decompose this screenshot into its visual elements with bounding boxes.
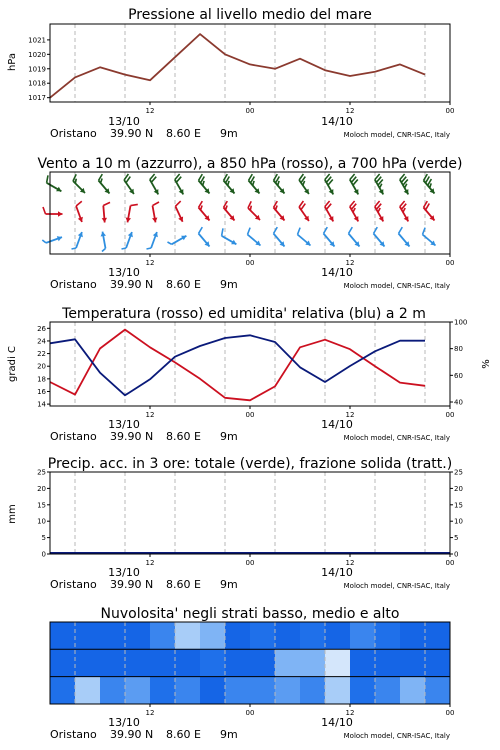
cloud-cell-0-4 <box>150 622 175 649</box>
precipitation-credit: Moloch model, CNR-ISAC, Italy <box>343 582 450 590</box>
wind-x-ticks <box>146 254 455 267</box>
y-tick-label-1: 16 <box>37 387 46 396</box>
x-tick-label-0: 12 <box>145 107 155 115</box>
cloud-cell-0-5 <box>175 622 200 649</box>
cloud-cell-0-13 <box>375 622 400 649</box>
cloud-cell-2-4 <box>150 677 175 704</box>
wind-barb-1-3 <box>126 204 138 222</box>
cloud-cell-1-5 <box>175 649 200 676</box>
x-tick-label-0: 12 <box>145 709 155 717</box>
y-tick-label-4: 22 <box>37 350 46 359</box>
cloud-cell-1-11 <box>325 649 350 676</box>
cloud-cell-2-5 <box>175 677 200 704</box>
pressure-station: Oristano <box>50 127 97 140</box>
cloud-cell-0-12 <box>350 622 375 649</box>
pressure-credit: Moloch model, CNR-ISAC, Italy <box>343 131 450 139</box>
y-tick-label-2: 10 <box>37 517 46 526</box>
wind-credit: Moloch model, CNR-ISAC, Italy <box>343 282 450 290</box>
y-right-tick-label-4: 20 <box>454 484 463 493</box>
precipitation-date-2: 14/10 <box>321 566 353 579</box>
barb-feather <box>101 179 103 183</box>
barb-feather <box>349 227 353 233</box>
cloud-credit: Moloch model, CNR-ISAC, Italy <box>343 732 450 740</box>
pressure-elev: 9m <box>220 127 238 140</box>
cloud-cell-1-12 <box>350 649 375 676</box>
pressure-x-ticks <box>146 102 455 115</box>
pressure-frame <box>50 24 450 102</box>
cloud-cell-1-10 <box>300 649 325 676</box>
precipitation-lat: 39.90 N <box>110 578 154 591</box>
cloud-cell-1-2 <box>100 649 125 676</box>
cloud-cell-0-3 <box>125 622 150 649</box>
wind-barb-0-9 <box>274 174 285 193</box>
wind-barbs <box>42 174 435 252</box>
pressure-lon: 8.60 E <box>166 127 201 140</box>
cloud-cell-1-7 <box>225 649 250 676</box>
barb-feather <box>303 181 305 185</box>
barb-feather <box>250 206 251 211</box>
barb-feather <box>153 202 160 206</box>
wind-title: Vento a 10 m (azzurro), a 850 hPa (rosso), a 700 hPa (verde) <box>37 156 463 172</box>
barb-feather <box>378 208 380 212</box>
y-tick-label-2: 18 <box>37 375 46 384</box>
wind-station: Oristano <box>50 278 97 291</box>
humidity-y-ticks <box>450 319 467 407</box>
wind-barb-1-5 <box>175 201 183 222</box>
cloud-station: Oristano <box>50 728 97 741</box>
cloud-cell-2-0 <box>50 677 75 704</box>
barb-feather <box>199 227 203 233</box>
wind-barb-1-14 <box>400 201 409 221</box>
barb-feather <box>168 242 172 244</box>
pressure-date-2: 14/10 <box>321 115 353 128</box>
wind-barb-0-7 <box>224 174 235 193</box>
precipitation-grid <box>75 472 425 554</box>
cloud-cell-1-1 <box>75 649 100 676</box>
cloud-cell-2-1 <box>75 677 100 704</box>
barb-feather <box>248 228 251 235</box>
wind-barb-0-0 <box>47 175 62 191</box>
wind-barb-0-11 <box>325 174 334 194</box>
wind-barb-2-15 <box>423 228 436 246</box>
y-tick-label-5: 24 <box>37 337 46 346</box>
temperature-panel <box>7 306 492 443</box>
y-right-tick-label-2: 80 <box>454 345 463 354</box>
wind-barb-0-4 <box>150 174 159 194</box>
temperature-date-2: 14/10 <box>321 418 353 431</box>
temperature-y-ticks <box>37 325 50 409</box>
pressure-ylabel: hPa <box>7 52 18 72</box>
x-tick-label-1: 00 <box>245 709 255 717</box>
pressure-grid <box>75 24 425 102</box>
barb-feather <box>201 206 203 210</box>
cloud-cell-2-3 <box>125 677 150 704</box>
cloud-cell-2-7 <box>225 677 250 704</box>
wind-barb-0-14 <box>400 174 409 194</box>
y-tick-label-1: 1018 <box>28 79 46 88</box>
y-right-tick-label-0: 40 <box>454 398 463 407</box>
y-right-tick-label-2: 10 <box>454 517 463 526</box>
temperature-ylabel: gradi C <box>7 346 18 382</box>
barb-feather <box>102 248 106 251</box>
cloud-cell-2-13 <box>375 677 400 704</box>
x-tick-label-1: 00 <box>245 411 255 419</box>
wind-barb-0-1 <box>73 174 85 193</box>
x-tick-label-0: 12 <box>145 259 155 267</box>
temperature-station: Oristano <box>50 430 97 443</box>
x-tick-label-3: 00 <box>445 411 455 419</box>
cloud-date-2: 14/10 <box>321 716 353 729</box>
wind-barb-1-2 <box>102 202 110 222</box>
precipitation-lon: 8.60 E <box>166 578 201 591</box>
barb-feather <box>47 175 48 182</box>
barb-feather <box>42 240 46 243</box>
cloud-cell-0-6 <box>200 622 225 649</box>
wind-barb-1-0 <box>43 207 63 217</box>
precipitation-elev: 9m <box>220 578 238 591</box>
precipitation-x-ticks <box>146 554 455 567</box>
barb-feather <box>298 228 301 235</box>
cloud-cell-2-9 <box>275 677 300 704</box>
wind-barb-1-13 <box>375 201 384 221</box>
cloud-x-ticks <box>146 704 455 717</box>
x-tick-label-2: 12 <box>345 559 355 567</box>
cloud-cell-0-10 <box>300 622 325 649</box>
pressure-y-ticks <box>28 36 50 102</box>
wind-date-1: 13/10 <box>108 266 140 279</box>
x-tick-label-3: 00 <box>445 709 455 717</box>
wind-barb-0-8 <box>249 174 260 193</box>
y-tick-label-4: 1021 <box>28 36 46 45</box>
wind-barb-1-6 <box>199 201 210 220</box>
temperature-date-1: 13/10 <box>108 418 140 431</box>
temperature-series-line <box>50 330 425 401</box>
wind-frame <box>50 172 450 254</box>
wind-barb-0-15 <box>424 174 435 193</box>
wind-barb-0-3 <box>124 174 134 194</box>
wind-barb-2-3 <box>122 232 133 249</box>
x-tick-label-2: 12 <box>345 259 355 267</box>
cloud-lon: 8.60 E <box>166 728 201 741</box>
barb-feather <box>405 184 407 188</box>
cloud-cell-2-14 <box>400 677 425 704</box>
cloud-date-1: 13/10 <box>108 716 140 729</box>
cloud-cell-0-2 <box>100 622 125 649</box>
barb-feather <box>278 181 279 186</box>
barb-feather <box>122 248 127 249</box>
cloud-cell-1-6 <box>200 649 225 676</box>
temperature-credit: Moloch model, CNR-ISAC, Italy <box>343 434 450 442</box>
precipitation-ylabel: mm <box>7 504 18 524</box>
temperature-lon: 8.60 E <box>166 430 201 443</box>
cloud-cell-2-6 <box>200 677 225 704</box>
x-tick-label-2: 12 <box>345 411 355 419</box>
x-tick-label-1: 00 <box>245 559 255 567</box>
wind-barb-2-0 <box>42 236 62 243</box>
barb-feather <box>147 248 152 249</box>
wind-barb-2-14 <box>399 227 410 246</box>
x-tick-label-0: 12 <box>145 559 155 567</box>
cloud-cell-1-0 <box>50 649 75 676</box>
wind-lon: 8.60 E <box>166 278 201 291</box>
wind-panel <box>37 156 462 291</box>
pressure-series-line <box>50 34 425 98</box>
temperature-x-ticks <box>146 406 455 419</box>
wind-barb-0-5 <box>175 174 184 194</box>
precipitation-title: Precip. acc. in 3 ore: totale (verde), frazione solida (tratt.) <box>47 456 453 472</box>
wind-barb-1-4 <box>152 202 159 222</box>
precipitation-frame <box>50 472 450 554</box>
precipitation-date-1: 13/10 <box>108 566 140 579</box>
wind-barb-0-10 <box>299 174 309 194</box>
precipitation-station: Oristano <box>50 578 97 591</box>
barb-head <box>102 218 107 223</box>
cloud-cell-1-9 <box>275 649 300 676</box>
wind-barb-1-8 <box>248 201 260 220</box>
x-tick-label-2: 12 <box>345 107 355 115</box>
cloud-cell-2-10 <box>300 677 325 704</box>
barb-feather <box>43 207 46 214</box>
wind-barb-2-5 <box>168 236 187 245</box>
y-right-tick-label-3: 100 <box>454 318 468 327</box>
temperature-elev: 9m <box>220 430 238 443</box>
wind-barb-1-1 <box>76 201 83 222</box>
barb-feather <box>253 181 254 186</box>
cloud-cell-1-13 <box>375 649 400 676</box>
x-tick-label-1: 00 <box>245 259 255 267</box>
cloud-cell-0-15 <box>425 622 450 649</box>
y-tick-label-3: 1020 <box>28 50 46 59</box>
cloud-cell-1-8 <box>250 649 275 676</box>
y-tick-label-0: 14 <box>37 400 46 409</box>
y-tick-label-2: 1019 <box>28 65 46 74</box>
temperature-humidity-lines <box>50 330 425 401</box>
wind-barb-2-1 <box>72 232 83 249</box>
wind-barb-0-2 <box>99 174 110 193</box>
cloud-lat: 39.90 N <box>110 728 154 741</box>
cloud-cell-2-8 <box>250 677 275 704</box>
wind-barb-2-7 <box>222 228 237 244</box>
y-tick-label-4: 20 <box>37 484 46 493</box>
y-tick-label-0: 1017 <box>28 94 46 103</box>
wind-barb-0-6 <box>199 174 210 193</box>
barb-feather <box>222 228 223 235</box>
cloud-cells <box>50 622 450 704</box>
wind-barb-2-8 <box>248 228 261 246</box>
barb-feather <box>228 181 229 186</box>
barb-feather <box>353 208 355 212</box>
y-right-tick-label-1: 5 <box>454 534 459 543</box>
barb-head <box>58 211 63 216</box>
x-tick-label-1: 00 <box>245 107 255 115</box>
wind-barb-2-6 <box>199 227 210 246</box>
barb-feather <box>399 227 403 233</box>
barb-feather <box>131 204 138 205</box>
wind-lat: 39.90 N <box>110 278 154 291</box>
pressure-date-1: 13/10 <box>108 115 140 128</box>
pressure-panel <box>7 7 454 140</box>
y-tick-label-5: 25 <box>37 468 46 477</box>
humidity-ylabel: % <box>481 359 492 369</box>
y-tick-label-3: 15 <box>37 501 46 510</box>
cloud-cell-0-8 <box>250 622 275 649</box>
temperature-lat: 39.90 N <box>110 430 154 443</box>
barb-feather <box>430 183 432 187</box>
cloud-cell-2-2 <box>100 677 125 704</box>
barb-feather <box>203 181 204 186</box>
cloud-cell-2-15 <box>425 677 450 704</box>
wind-date-2: 14/10 <box>321 266 353 279</box>
barb-feather <box>76 201 82 206</box>
precipitation-panel <box>7 456 463 591</box>
cloud-cell-2-12 <box>350 677 375 704</box>
cloud-panel <box>50 606 454 741</box>
y-right-tick-label-5: 25 <box>454 468 463 477</box>
temperature-title: Temperatura (rosso) ed umidita' relativa (blu) a 2 m <box>62 306 426 322</box>
precipitation-y-ticks-right <box>450 469 463 559</box>
cloud-cell-1-14 <box>400 649 425 676</box>
barb-feather <box>226 206 228 210</box>
cloud-elev: 9m <box>220 728 238 741</box>
y-tick-label-3: 20 <box>37 362 46 371</box>
barb-feather <box>75 179 76 184</box>
x-tick-label-2: 12 <box>345 709 355 717</box>
cloud-cell-0-14 <box>400 622 425 649</box>
wind-barb-0-12 <box>350 174 359 194</box>
cloud-cell-1-4 <box>150 649 175 676</box>
barb-feather <box>276 206 278 210</box>
y-tick-label-6: 26 <box>37 324 46 333</box>
cloud-cell-1-3 <box>125 649 150 676</box>
y-right-tick-label-1: 60 <box>454 371 463 380</box>
wind-barb-0-13 <box>375 174 384 194</box>
pressure-line <box>50 34 425 98</box>
barb-feather <box>72 248 77 249</box>
barb-feather <box>175 201 180 206</box>
wind-barb-2-2 <box>101 232 106 252</box>
precipitation-y-ticks <box>37 469 50 559</box>
x-tick-label-3: 00 <box>445 559 455 567</box>
wind-elev: 9m <box>220 278 238 291</box>
cloud-cell-0-7 <box>225 622 250 649</box>
cloud-cell-0-11 <box>325 622 350 649</box>
cloud-cell-1-15 <box>425 649 450 676</box>
cloud-cell-0-0 <box>50 622 75 649</box>
y-tick-label-0: 0 <box>41 550 46 559</box>
barb-feather <box>403 208 405 212</box>
y-tick-label-1: 5 <box>41 534 46 543</box>
cloud-cell-0-1 <box>75 622 100 649</box>
wind-barb-1-11 <box>325 201 334 221</box>
y-right-tick-label-3: 15 <box>454 501 463 510</box>
cloud-title: Nuvolosita' negli strati basso, medio e alto <box>100 606 400 622</box>
cloud-cell-2-11 <box>325 677 350 704</box>
y-right-tick-label-0: 0 <box>454 550 459 559</box>
pressure-title: Pressione al livello medio del mare <box>128 7 372 23</box>
wind-barb-2-4 <box>147 232 158 249</box>
x-tick-label-3: 00 <box>445 107 455 115</box>
wind-barb-2-12 <box>349 227 360 246</box>
barb-feather <box>380 184 382 188</box>
cloud-cell-0-9 <box>275 622 300 649</box>
pressure-lat: 39.90 N <box>110 127 154 140</box>
wind-barb-2-10 <box>298 228 311 246</box>
x-tick-label-3: 00 <box>445 259 455 267</box>
x-tick-label-0: 12 <box>145 411 155 419</box>
barb-feather <box>103 202 110 205</box>
wind-barb-1-10 <box>299 201 309 221</box>
wind-barb-1-12 <box>350 201 359 221</box>
